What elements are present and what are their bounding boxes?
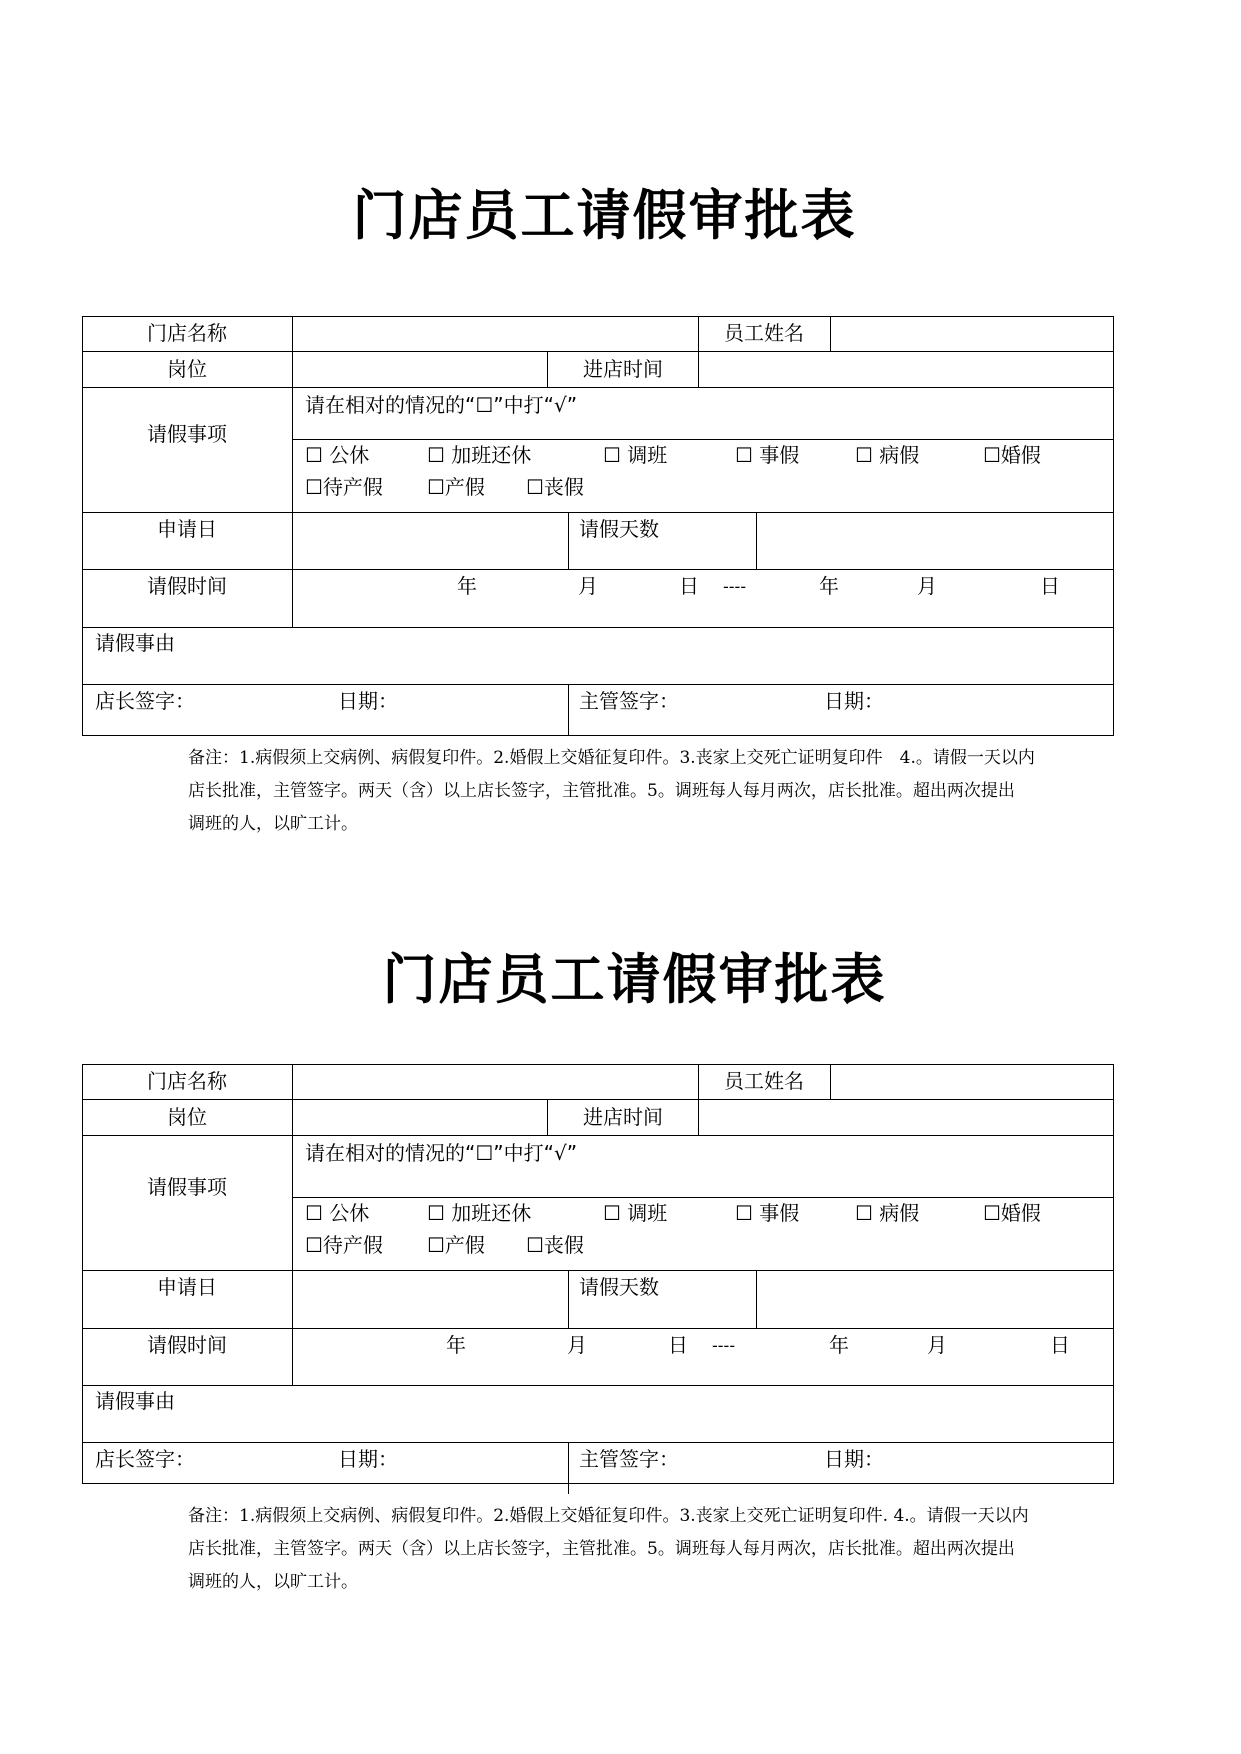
option-marriage-leave[interactable]: ☐婚假 xyxy=(983,443,1041,467)
remarks-line: 店长批准，主管签字。两天（含）以上店长签字，主管批准。5。调班每人每月两次，店长批准。超出两次提出 xyxy=(188,1539,1015,1559)
leave-days-field[interactable] xyxy=(757,513,1113,569)
period-year-end[interactable]: 年 xyxy=(819,574,839,598)
option-personal-leave[interactable]: ☐ 事假 xyxy=(735,1201,800,1225)
apply-date-field[interactable] xyxy=(293,513,568,569)
option-public-holiday[interactable]: ☐ 公休 xyxy=(305,443,370,467)
remarks xyxy=(188,1500,1114,1599)
option-public-holiday[interactable]: ☐ 公休 xyxy=(305,1201,370,1225)
period-year-end[interactable]: 年 xyxy=(829,1333,849,1357)
form-title: 门店员工请假审批表 xyxy=(352,183,857,247)
leave-form-2 xyxy=(0,752,1241,1629)
option-shift-swap[interactable]: ☐ 调班 xyxy=(603,1201,668,1225)
period-separator: ---- xyxy=(723,577,747,596)
leave-table xyxy=(82,316,1114,736)
reason-field[interactable] xyxy=(83,1386,1113,1442)
remarks-line: 备注：1.病假须上交病例、病假复印件。2.婚假上交婚征复印件。3.丧家上交死亡证明复印件. 4.。请假一天以内 xyxy=(188,1506,1029,1526)
join-date-label: 进店时间 xyxy=(583,1105,663,1129)
leave-days-field[interactable] xyxy=(757,1271,1113,1328)
join-date-label: 进店时间 xyxy=(583,357,663,381)
option-bereavement-leave[interactable]: ☐丧假 xyxy=(526,475,584,499)
leave-type-label: 请假事项 xyxy=(147,1175,227,1199)
store-name-label: 门店名称 xyxy=(147,1069,227,1093)
manager-sign-label: 店长签字： xyxy=(95,689,195,713)
apply-date-label: 申请日 xyxy=(157,1275,217,1299)
supervisor-date-label: 日期： xyxy=(824,689,884,713)
option-sick-leave[interactable]: ☐ 病假 xyxy=(855,1201,920,1225)
option-shift-swap[interactable]: ☐ 调班 xyxy=(603,443,668,467)
leave-table xyxy=(82,1064,1114,1484)
period-month[interactable]: 月 xyxy=(567,1333,587,1357)
reason-field[interactable] xyxy=(83,628,1113,684)
period-day[interactable]: 日 xyxy=(668,1333,688,1357)
leave-days-label: 请假天数 xyxy=(579,1275,659,1299)
remarks-line: 备注：1.病假须上交病例、病假复印件。2.婚假上交婚征复印件。3.丧家上交死亡证明复印件 4.。请假一天以内 xyxy=(188,748,1035,768)
position-label: 岗位 xyxy=(167,1105,207,1129)
remarks-line: 调班的人，以旷工计。 xyxy=(188,1572,358,1592)
reason-label: 请假事由 xyxy=(95,1389,175,1413)
leave-days-label: 请假天数 xyxy=(579,517,659,541)
supervisor-date-label: 日期： xyxy=(824,1447,884,1471)
store-name-label: 门店名称 xyxy=(147,321,227,345)
apply-date-field[interactable] xyxy=(293,1271,568,1328)
leave-period-label: 请假时间 xyxy=(147,574,227,598)
manager-sign-label: 店长签字： xyxy=(95,1447,195,1471)
option-overtime-compensation[interactable]: ☐ 加班还休 xyxy=(427,1201,532,1225)
option-prenatal-leave[interactable]: ☐待产假 xyxy=(305,475,383,499)
employee-name-label: 员工姓名 xyxy=(724,1069,804,1093)
remarks-line: 店长批准，主管签字。两天（含）以上店长签字，主管批准。5。调班每人每月两次，店长批准。超出两次提出 xyxy=(188,781,1015,801)
leave-type-label: 请假事项 xyxy=(147,422,227,446)
remarks-line: 调班的人，以旷工计。 xyxy=(188,814,358,834)
period-year[interactable]: 年 xyxy=(446,1333,466,1357)
period-separator: ---- xyxy=(712,1336,736,1355)
option-maternity-leave[interactable]: ☐产假 xyxy=(427,1233,485,1257)
period-day-end[interactable]: 日 xyxy=(1050,1333,1070,1357)
instruction-text: 请在相对的情况的“☐”中打“√” xyxy=(305,1141,578,1165)
option-bereavement-leave[interactable]: ☐丧假 xyxy=(526,1233,584,1257)
period-day-end[interactable]: 日 xyxy=(1040,574,1060,598)
supervisor-sign-label: 主管签字： xyxy=(579,1447,679,1471)
period-month-end[interactable]: 月 xyxy=(927,1333,947,1357)
join-date-field[interactable] xyxy=(699,352,1113,387)
period-month-end[interactable]: 月 xyxy=(917,574,937,598)
instruction-text: 请在相对的情况的“☐”中打“√” xyxy=(305,393,578,417)
employee-name-field[interactable] xyxy=(831,1065,1113,1099)
position-label: 岗位 xyxy=(167,357,207,381)
position-field[interactable] xyxy=(293,1100,547,1135)
period-month[interactable]: 月 xyxy=(578,574,598,598)
position-field[interactable] xyxy=(293,352,547,387)
option-overtime-compensation[interactable]: ☐ 加班还休 xyxy=(427,443,532,467)
join-date-field[interactable] xyxy=(699,1100,1113,1135)
employee-name-field[interactable] xyxy=(831,317,1113,351)
store-name-field[interactable] xyxy=(293,317,698,351)
form-title: 门店员工请假审批表 xyxy=(382,947,887,1011)
store-name-field[interactable] xyxy=(293,1065,698,1099)
option-personal-leave[interactable]: ☐ 事假 xyxy=(735,443,800,467)
manager-date-label: 日期： xyxy=(338,689,398,713)
leave-period-label: 请假时间 xyxy=(147,1333,227,1357)
period-day[interactable]: 日 xyxy=(679,574,699,598)
option-marriage-leave[interactable]: ☐婚假 xyxy=(983,1201,1041,1225)
period-year[interactable]: 年 xyxy=(457,574,477,598)
manager-date-label: 日期： xyxy=(338,1447,398,1471)
option-maternity-leave[interactable]: ☐产假 xyxy=(427,475,485,499)
apply-date-label: 申请日 xyxy=(157,517,217,541)
supervisor-sign-label: 主管签字： xyxy=(579,689,679,713)
reason-label: 请假事由 xyxy=(95,631,175,655)
option-sick-leave[interactable]: ☐ 病假 xyxy=(855,443,920,467)
employee-name-label: 员工姓名 xyxy=(724,321,804,345)
option-prenatal-leave[interactable]: ☐待产假 xyxy=(305,1233,383,1257)
